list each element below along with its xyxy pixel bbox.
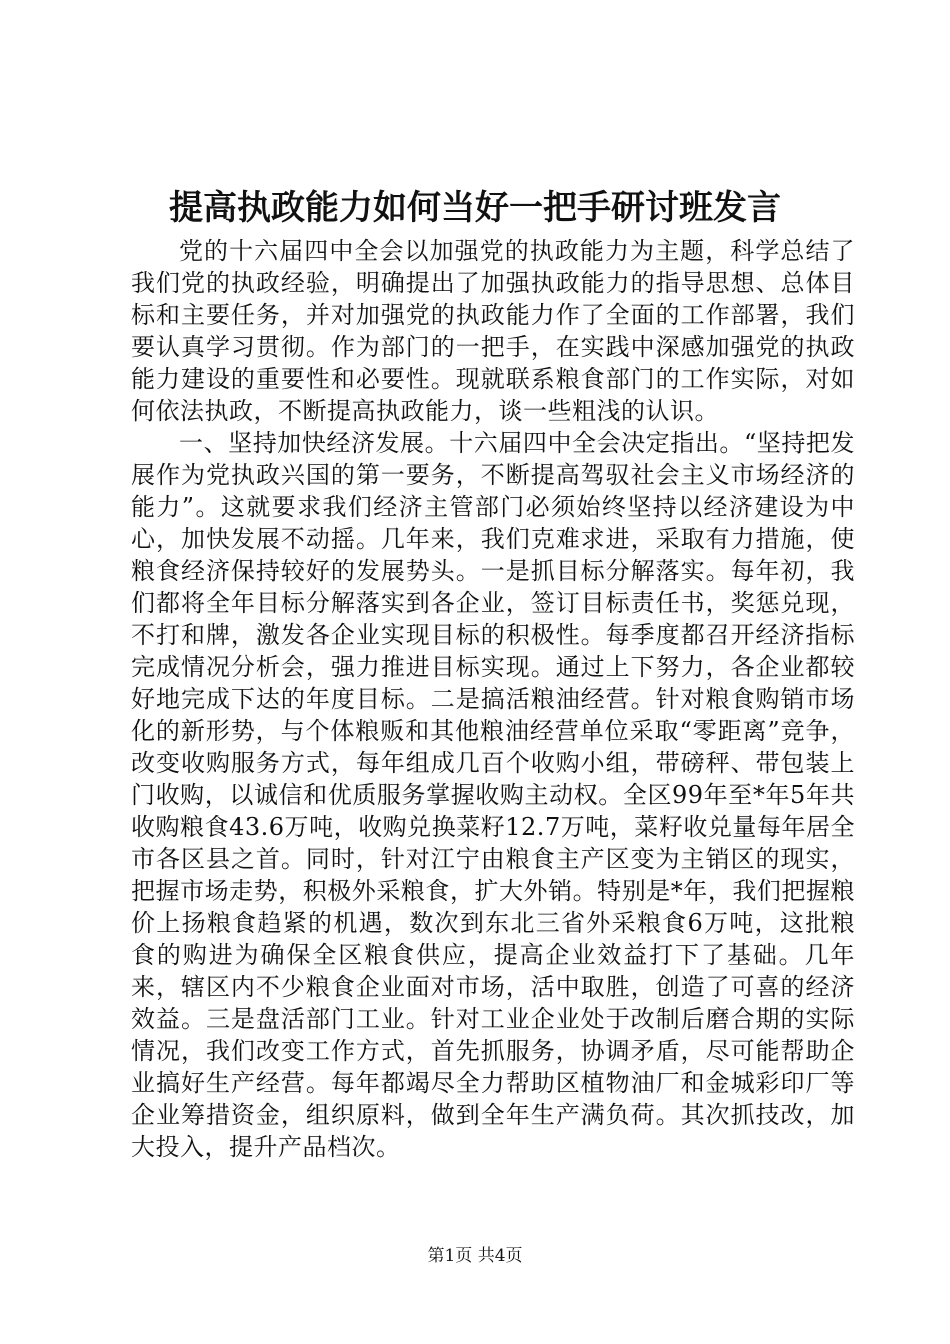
- document-title: 提高执政能力如何当好一把手研讨班发言: [169, 188, 781, 228]
- paragraph-section-one: 一、坚持加快经济发展。十六届四中全会决定指出。“坚持把发展作为党执政兴国的第一要务，不断提高驾驭社会主义市场经济的能力”。这就要求我们经济主管部门必须始终坚持以经济建设为中心，加快发展不动摇。几年来，我们克难求进，采取有力措施，使粮食经济保持较好的发展势头。一是抓目标分解落实。每年初，我们都将全年目标分解落实到各企业，签订目标责任书，奖惩兑现，不打和牌，激发各企业实现目标的积极性。每季度都召开经济指标完成情况分析会，强力推进目标实现。通过上下努力，各企业都较好地完成下达的年度目标。二是搞活粮油经营。针对粮食购销市场化的新形势，与个体粮贩和其他粮油经营单位采取“零距离”竞争，改变收购服务方式，每年组成几百个收购小组，带磅秤、带包装上门收购，以诚信和优质服务掌握收购主动权。全区99年至*年5年共收购粮食43.6万吨，收购兑换菜籽12.7万吨，菜籽收兑量每年居全市各区县之首。同时，针对江宁由粮食主产区变为主销区的现实，把握市场走势，积极外采粮食，扩大外销。特别是*年，我们把握粮价上扬粮食趋紧的机遇，数次到东北三省外采粮食6万吨，这批粮食的购进为确保全区粮食供应，提高企业效益打下了基础。几年来，辖区内不少粮食企业面对市场，活中取胜，创造了可喜的经济效益。三是盘活部门工业。针对工业企业处于改制后磨合期的实际情况，我们改变工作方式，首先抓服务，协调矛盾，尽可能帮助企业搞好生产经营。每年都竭尽全力帮助区植物油厂和金城彩印厂等企业筹措资金，组织原料，做到全年生产满负荷。其次抓技改，加大投入，提升产品档次。: [131, 429, 855, 1161]
- page-number-footer: 第1页 共4页: [427, 1246, 523, 1266]
- document-body: [131, 235, 855, 1163]
- paragraph-intro: 党的十六届四中全会以加强党的执政能力为主题，科学总结了我们党的执政经验，明确提出了加强执政能力的指导思想、总体目标和主要任务，并对加强党的执政能力作了全面的工作部署，我们要认真学习贯彻。作为部门的一把手，在实践中深感加强党的执政能力建设的重要性和必要性。现就联系粮食部门的工作实际，对如何依法执政，不断提高执政能力，谈一些粗浅的认识。: [131, 237, 855, 425]
